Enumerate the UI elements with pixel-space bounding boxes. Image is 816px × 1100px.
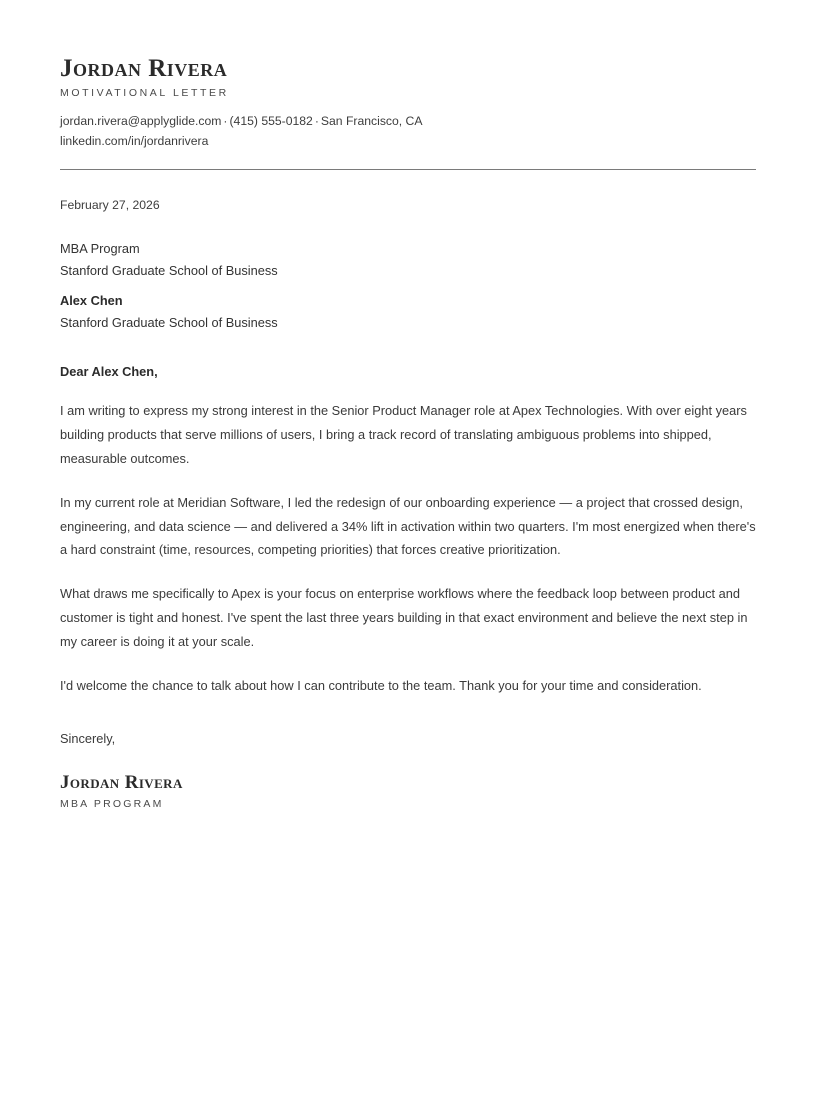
recipient-block [60,238,756,334]
sender-name: Jordan Rivera [60,55,228,82]
signature-name: Jordan Rivera [60,772,183,794]
contact-phone: (415) 555-0182 [229,113,313,128]
recipient-contact-name: Alex Chen [60,293,123,309]
recipient-program: MBA Program [60,241,140,257]
contact-separator-1: · [223,113,228,128]
letter-date: February 27, 2026 [60,198,160,213]
recipient-contact-organization: Stanford Graduate School of Business [60,315,278,331]
header-divider [60,169,756,170]
signature-role: MBA PROGRAM [60,798,164,811]
salutation: Dear Alex Chen, [60,364,158,380]
body-paragraph: I am writing to express my strong interest in the Senior Product Manager role at Apex Technologies. With over eight years building products that serve millions of users, I bring a track record of translating ambiguous problems into shipped, measurable outcomes. [60,403,747,467]
contact-separator-2: · [314,113,319,128]
body-paragraph: I'd welcome the chance to talk about how I can contribute to the team. Thank you for your time and consideration. [60,677,702,693]
body-paragraph: What draws me specifically to Apex is your focus on enterprise workflows where the feedback loop between product and customer is tight and honest. I've spent the last three years building in that exact environment and believe the next step in my career is doing it at your scale. [60,586,748,649]
contact-email: jordan.rivera@applyglide.com [60,113,222,128]
sender-role: MOTIVATIONAL LETTER [60,86,229,99]
contact-profile-link[interactable]: linkedin.com/in/jordanrivera [60,134,209,149]
contact-location: San Francisco, CA [320,113,423,128]
contact-details [60,111,756,153]
closing-line: Sincerely, [60,731,116,747]
recipient-organization: Stanford Graduate School of Business [60,263,278,279]
letterhead [60,50,756,170]
body-paragraph: In my current role at Meridian Software, I led the redesign of our onboarding experience — a project that crossed design, engineering, and data science — and delivered a 34% lift in activation within two quarters. I'm most energized when there's a hard constraint (time, resources, competing priorities) that forces creative prioritization. [60,494,756,558]
